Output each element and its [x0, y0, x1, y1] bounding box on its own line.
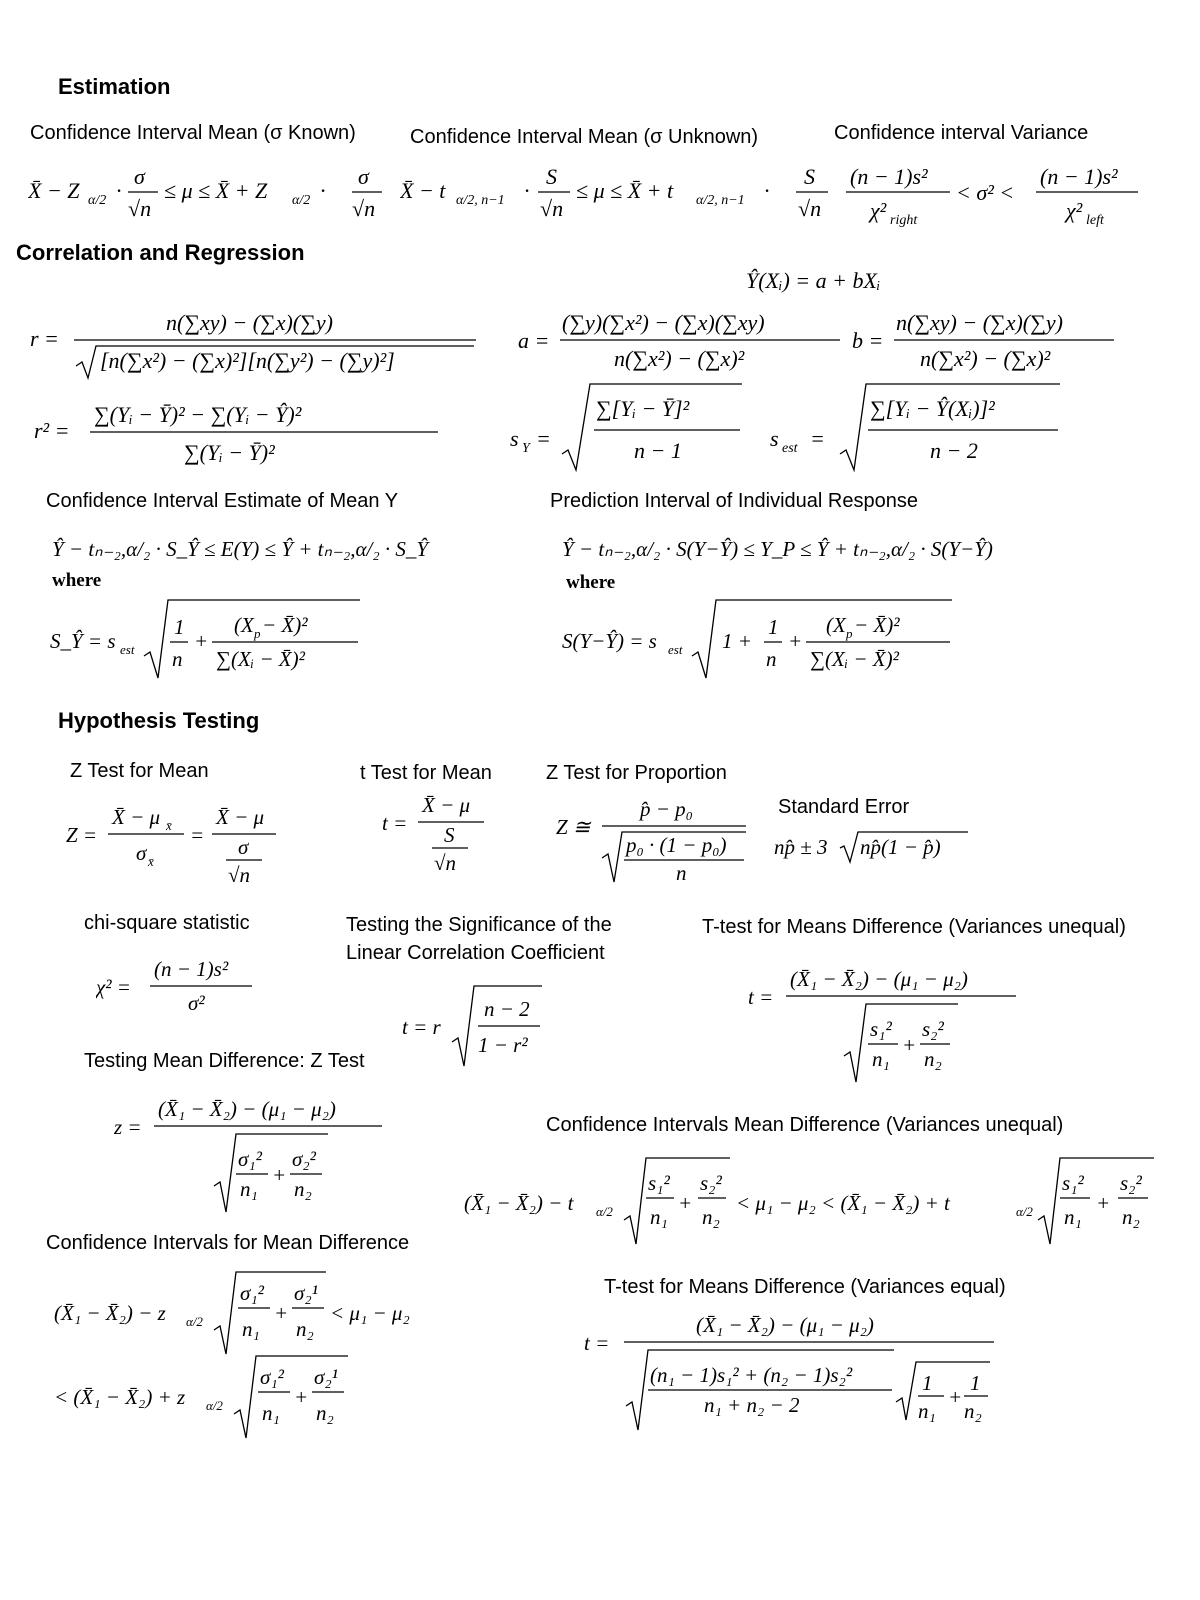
svg-text:α/2: α/2 — [292, 193, 311, 208]
svg-text:n − 1: n − 1 — [634, 438, 682, 463]
svg-text:(X̄₁ − X̄₂) − (μ₁ − μ₂): (X̄₁ − X̄₂) − (μ₁ − μ₂) — [696, 1313, 874, 1337]
svg-text:∑(Yᵢ − Ȳ)²: ∑(Yᵢ − Ȳ)² — [184, 440, 275, 465]
label-ci-mean-diff-unequal: Confidence Intervals Mean Difference (Variances unequal) — [546, 1114, 1064, 1136]
svg-text:(X̄₁ − X̄₂) − t: (X̄₁ − X̄₂) − t — [464, 1191, 574, 1215]
svg-text:n₁: n₁ — [918, 1399, 936, 1423]
label-sig-linear-corr-2: Linear Correlation Coefficient — [346, 942, 605, 964]
svg-text:1: 1 — [970, 1371, 981, 1395]
svg-text:+: + — [948, 1385, 963, 1409]
svg-text:α/2: α/2 — [186, 1314, 203, 1329]
formula-ci-mean-y — [52, 530, 502, 572]
svg-text:(n₁ − 1)s₁² + (n₂ − 1)s₂²: (n₁ − 1)s₁² + (n₂ − 1)s₂² — [650, 1363, 853, 1387]
svg-text:σ₂¹: σ₂¹ — [314, 1365, 338, 1389]
formula-s-yhat — [50, 594, 370, 690]
svg-text:σ₂²: σ₂² — [292, 1147, 316, 1171]
svg-text:s₁²: s₁² — [648, 1171, 670, 1195]
svg-text:(n − 1)s²: (n − 1)s² — [850, 164, 928, 189]
svg-text:α/2, n−1: α/2, n−1 — [696, 193, 745, 208]
svg-text:σ: σ — [238, 835, 249, 859]
svg-text:n − 2: n − 2 — [930, 438, 978, 463]
label-sig-linear-corr-1: Testing the Significance of the — [346, 914, 612, 936]
svg-text:n₂: n₂ — [1122, 1205, 1140, 1229]
svg-text:z =: z = — [114, 1115, 142, 1139]
svg-text:s: s — [770, 426, 779, 451]
svg-text:s₂²: s₂² — [700, 1171, 722, 1195]
svg-text:σ₁²: σ₁² — [238, 1147, 262, 1171]
formula-t-equal — [584, 1306, 1004, 1442]
svg-text:t = r: t = r — [402, 1015, 441, 1039]
svg-text:σ²: σ² — [188, 991, 205, 1015]
svg-text:+: + — [194, 629, 209, 653]
svg-text:√n: √n — [798, 196, 822, 221]
svg-text:χ² =: χ² = — [96, 975, 131, 999]
svg-text:S_Ŷ = s: S_Ŷ = s — [50, 629, 116, 653]
svg-text:p: p — [846, 626, 853, 641]
svg-text:=: = — [810, 426, 825, 451]
svg-text:+: + — [1096, 1191, 1111, 1215]
formula-ci-known — [28, 168, 388, 234]
svg-text:X̄ − μ: X̄ − μ — [422, 793, 471, 817]
svg-text:+: + — [294, 1385, 309, 1409]
formula-t-corr — [402, 980, 552, 1076]
formula-ci-variance — [846, 160, 1146, 236]
svg-text:=: = — [190, 823, 205, 847]
svg-text:χ²: χ² — [870, 198, 887, 223]
svg-text:(n − 1)s²: (n − 1)s² — [1040, 164, 1118, 189]
svg-text:Y: Y — [522, 441, 530, 456]
formula-a — [518, 306, 848, 382]
label-ci-estimate-mean-y: Confidence Interval Estimate of Mean Y — [46, 490, 399, 512]
svg-text:n: n — [676, 861, 687, 885]
svg-text:n(∑xy) − (∑x)(∑y): n(∑xy) − (∑x)(∑y) — [896, 310, 1063, 335]
svg-text:Z ≅: Z ≅ — [556, 815, 591, 839]
svg-text:s₁²: s₁² — [870, 1017, 892, 1041]
formula-b — [852, 306, 1122, 382]
svg-text:n₂: n₂ — [316, 1401, 334, 1425]
svg-text:x̄: x̄ — [148, 854, 154, 869]
svg-text:n(∑xy) − (∑x)(∑y): n(∑xy) − (∑x)(∑y) — [166, 310, 333, 335]
svg-text:s₂²: s₂² — [1120, 1171, 1142, 1195]
label-t-test-mean: t Test for Mean — [360, 762, 492, 784]
label-z-test-mean: Z Test for Mean — [70, 760, 209, 782]
label-ci-mean-diff: Confidence Intervals for Mean Difference — [46, 1232, 410, 1254]
formula-ci-unknown — [400, 168, 832, 234]
formula-r-squared — [34, 394, 444, 480]
svg-text:√n: √n — [434, 851, 457, 875]
svg-text:< μ₁ − μ₂: < μ₁ − μ₂ — [330, 1301, 410, 1325]
svg-text:n(∑x²) − (∑x)²: n(∑x²) − (∑x)² — [614, 346, 745, 371]
svg-text:≤ μ ≤ X̄ + t: ≤ μ ≤ X̄ + t — [576, 178, 674, 203]
svg-text:est: est — [120, 642, 135, 657]
svg-text:1: 1 — [922, 1371, 933, 1395]
svg-text:α/2: α/2 — [596, 1204, 613, 1219]
svg-text:− X̄)²: − X̄)² — [854, 613, 900, 637]
svg-text:n: n — [766, 647, 777, 671]
svg-text:n₂: n₂ — [294, 1177, 312, 1201]
svg-text:Ŷ − tₙ₋₂,α/₂ · S(Y−Ŷ) ≤ Y_P ≤: Ŷ − tₙ₋₂,α/₂ · S(Y−Ŷ) ≤ Y_P ≤ Ŷ + tₙ₋₂,α/₂ · S(Y−Ŷ) — [562, 537, 993, 561]
svg-text:n − 2: n − 2 — [484, 997, 530, 1021]
svg-text:np̂(1 − p̂): np̂(1 − p̂) — [860, 835, 941, 859]
svg-text:∑[Yᵢ − Ȳ]²: ∑[Yᵢ − Ȳ]² — [596, 396, 690, 421]
svg-text:σ₂¹: σ₂¹ — [294, 1281, 318, 1305]
svg-text:t =: t = — [382, 811, 408, 835]
svg-text:r² =: r² = — [34, 418, 70, 443]
svg-text:np̂ ± 3: np̂ ± 3 — [774, 835, 828, 859]
svg-text:p: p — [254, 626, 261, 641]
svg-text:n: n — [172, 647, 183, 671]
label-chi-square: chi-square statistic — [84, 912, 250, 934]
formula-prediction — [562, 530, 1062, 572]
svg-text:S: S — [546, 168, 557, 189]
svg-text:=: = — [536, 426, 551, 451]
svg-text:·: · — [116, 178, 122, 203]
svg-text:n₁ + n₂ − 2: n₁ + n₂ − 2 — [704, 1393, 800, 1417]
svg-text:σ: σ — [136, 841, 147, 865]
svg-text:s₁²: s₁² — [1062, 1171, 1084, 1195]
svg-text:(n − 1)s²: (n − 1)s² — [154, 957, 229, 981]
svg-text:(X̄₁ − X̄₂) − z: (X̄₁ − X̄₂) − z — [54, 1301, 166, 1325]
label-prediction-interval: Prediction Interval of Individual Response — [550, 490, 918, 512]
svg-text:(∑y)(∑x²) − (∑x)(∑xy): (∑y)(∑x²) − (∑x)(∑xy) — [562, 310, 765, 335]
formula-ci-diff-unequal — [464, 1152, 1164, 1254]
svg-text:√n: √n — [352, 196, 376, 221]
svg-text:+: + — [272, 1163, 287, 1187]
svg-text:1: 1 — [768, 615, 779, 639]
label-z-test-proportion: Z Test for Proportion — [546, 762, 727, 784]
formula-regression-line — [746, 264, 926, 304]
svg-text:n₂: n₂ — [702, 1205, 720, 1229]
svg-text:Ŷ − tₙ₋₂,α/₂ · S_Ŷ ≤ E(Y) ≤ Ŷ: Ŷ − tₙ₋₂,α/₂ · S_Ŷ ≤ E(Y) ≤ Ŷ + tₙ₋₂,α/₂ · S_Ŷ — [52, 537, 429, 561]
svg-text:(X̄₁ − X̄₂) − (μ₁ − μ₂): (X̄₁ − X̄₂) − (μ₁ − μ₂) — [790, 967, 968, 991]
svg-text:1 +: 1 + — [722, 629, 752, 653]
svg-text:√n: √n — [540, 196, 564, 221]
svg-text:X̄ − t: X̄ − t — [400, 178, 446, 203]
svg-text:σ₁²: σ₁² — [260, 1365, 284, 1389]
svg-text:+: + — [678, 1191, 693, 1215]
section-correlation-regression: Correlation and Regression — [16, 240, 305, 265]
formula-s-est — [770, 380, 1070, 478]
svg-text:χ²: χ² — [1066, 198, 1083, 223]
svg-text:S: S — [444, 823, 455, 847]
label-where-1: where — [52, 570, 102, 591]
svg-text:X̄ − Z: X̄ − Z — [28, 178, 80, 203]
label-ci-mean-unknown: Confidence Interval Mean (σ Unknown) — [410, 126, 759, 148]
svg-text:σ₁²: σ₁² — [240, 1281, 264, 1305]
svg-text:n₂: n₂ — [924, 1047, 942, 1071]
label-mean-diff-z: Testing Mean Difference: Z Test — [84, 1050, 365, 1072]
svg-text:√n: √n — [128, 196, 152, 221]
svg-text:α/2, n−1: α/2, n−1 — [456, 193, 505, 208]
label-ci-mean-known: Confidence Interval Mean (σ Known) — [30, 122, 356, 144]
svg-text:+: + — [788, 629, 803, 653]
formula-z-proportion — [556, 792, 756, 894]
svg-text:< (X̄₁ − X̄₂) + z: < (X̄₁ − X̄₂) + z — [54, 1385, 186, 1409]
svg-text:n₂: n₂ — [964, 1399, 982, 1423]
svg-text:+: + — [274, 1301, 289, 1325]
svg-text:s₂²: s₂² — [922, 1017, 944, 1041]
svg-text:b =: b = — [852, 328, 884, 353]
label-t-test-unequal: T-test for Means Difference (Variances unequal) — [702, 916, 1126, 938]
svg-text:S: S — [804, 168, 815, 189]
svg-text:α/2: α/2 — [206, 1398, 223, 1413]
svg-text:− X̄)²: − X̄)² — [262, 613, 308, 637]
formula-chi-square — [96, 950, 266, 1026]
label-standard-error: Standard Error — [778, 796, 910, 818]
svg-text:n(∑x²) − (∑x)²: n(∑x²) − (∑x)² — [920, 346, 1051, 371]
svg-text:√n: √n — [228, 863, 251, 887]
svg-text:x̄: x̄ — [166, 818, 172, 833]
formula-ci-diff-line2 — [54, 1350, 374, 1448]
formula-s-y-minus-yhat — [562, 594, 962, 690]
svg-text:(X̄₁ − X̄₂) − (μ₁ − μ₂): (X̄₁ − X̄₂) − (μ₁ − μ₂) — [158, 1097, 336, 1121]
label-t-test-equal: T-test for Means Difference (Variances equal) — [604, 1276, 1006, 1298]
svg-text:n₁: n₁ — [242, 1317, 260, 1341]
svg-text:X̄ − μ: X̄ − μ — [216, 805, 265, 829]
svg-text:right: right — [890, 213, 918, 228]
label-where-2: where — [566, 572, 616, 593]
svg-text:S(Y−Ŷ) = s: S(Y−Ŷ) = s — [562, 629, 657, 653]
formula-t-unequal — [748, 960, 1028, 1092]
svg-text:s: s — [510, 426, 519, 451]
svg-text:n₁: n₁ — [240, 1177, 258, 1201]
svg-text:∑(Xᵢ − X̄)²: ∑(Xᵢ − X̄)² — [216, 647, 305, 671]
svg-text:n₁: n₁ — [650, 1205, 668, 1229]
svg-text:∑(Xᵢ − X̄)²: ∑(Xᵢ − X̄)² — [810, 647, 899, 671]
svg-text:∑(Yᵢ − Ȳ)² − ∑(Yᵢ − Ŷ)²: ∑(Yᵢ − Ȳ)² − ∑(Yᵢ − Ŷ)² — [94, 402, 302, 427]
section-estimation: Estimation — [58, 74, 171, 99]
svg-text:·: · — [524, 178, 530, 203]
label-ci-variance: Confidence interval Variance — [834, 122, 1089, 144]
svg-text:t =: t = — [748, 985, 774, 1009]
svg-text:est: est — [782, 441, 798, 456]
svg-text:left: left — [1086, 213, 1104, 228]
svg-text:1: 1 — [174, 615, 185, 639]
svg-text:a =: a = — [518, 328, 550, 353]
svg-text:< σ² <: < σ² < — [956, 180, 1015, 205]
svg-text:t =: t = — [584, 1331, 610, 1355]
svg-text:σ: σ — [134, 168, 145, 189]
svg-text:n₁: n₁ — [872, 1047, 890, 1071]
formula-z-mean — [66, 798, 296, 896]
formula-z-diff — [114, 1090, 394, 1222]
svg-text:∑[Yᵢ − Ŷ(Xᵢ)]²: ∑[Yᵢ − Ŷ(Xᵢ)]² — [870, 396, 995, 421]
svg-text:1 − r²: 1 − r² — [478, 1033, 528, 1057]
svg-text:·: · — [320, 178, 326, 203]
svg-text:Z =: Z = — [66, 823, 98, 847]
formula-r — [30, 304, 480, 390]
section-hypothesis-testing: Hypothesis Testing — [58, 708, 260, 733]
svg-text:n₂: n₂ — [296, 1317, 314, 1341]
svg-text:n₁: n₁ — [1064, 1205, 1082, 1229]
svg-text:(X: (X — [234, 613, 254, 637]
svg-text:≤ μ ≤ X̄ + Z: ≤ μ ≤ X̄ + Z — [164, 178, 268, 203]
svg-text:p̂ − p₀: p̂ − p₀ — [640, 797, 693, 821]
svg-text:est: est — [668, 642, 683, 657]
svg-text:[n(∑x²) − (∑x)²][n(∑y²) − (∑y): [n(∑x²) − (∑x)²][n(∑y²) − (∑y)²] — [100, 348, 395, 373]
formula-standard-error — [774, 826, 974, 872]
svg-text:Ŷ(Xᵢ) = a + bXᵢ: Ŷ(Xᵢ) = a + bXᵢ — [746, 268, 881, 293]
svg-text:·: · — [764, 178, 770, 203]
svg-text:r =: r = — [30, 326, 59, 351]
svg-text:< μ₁ − μ₂ < (X̄₁ − X̄₂) + t: < μ₁ − μ₂ < (X̄₁ − X̄₂) + t — [736, 1191, 950, 1215]
svg-text:σ: σ — [358, 168, 369, 189]
svg-text:α/2: α/2 — [88, 193, 107, 208]
formula-t-mean — [382, 790, 502, 888]
svg-text:p₀ · (1 − p₀): p₀ · (1 − p₀) — [626, 833, 727, 857]
formula-s-y — [510, 380, 750, 478]
svg-text:α/2: α/2 — [1016, 1204, 1033, 1219]
svg-text:(X: (X — [826, 613, 846, 637]
svg-text:+: + — [902, 1033, 917, 1057]
svg-text:X̄ − μ: X̄ − μ — [112, 805, 161, 829]
svg-text:n₁: n₁ — [262, 1401, 280, 1425]
